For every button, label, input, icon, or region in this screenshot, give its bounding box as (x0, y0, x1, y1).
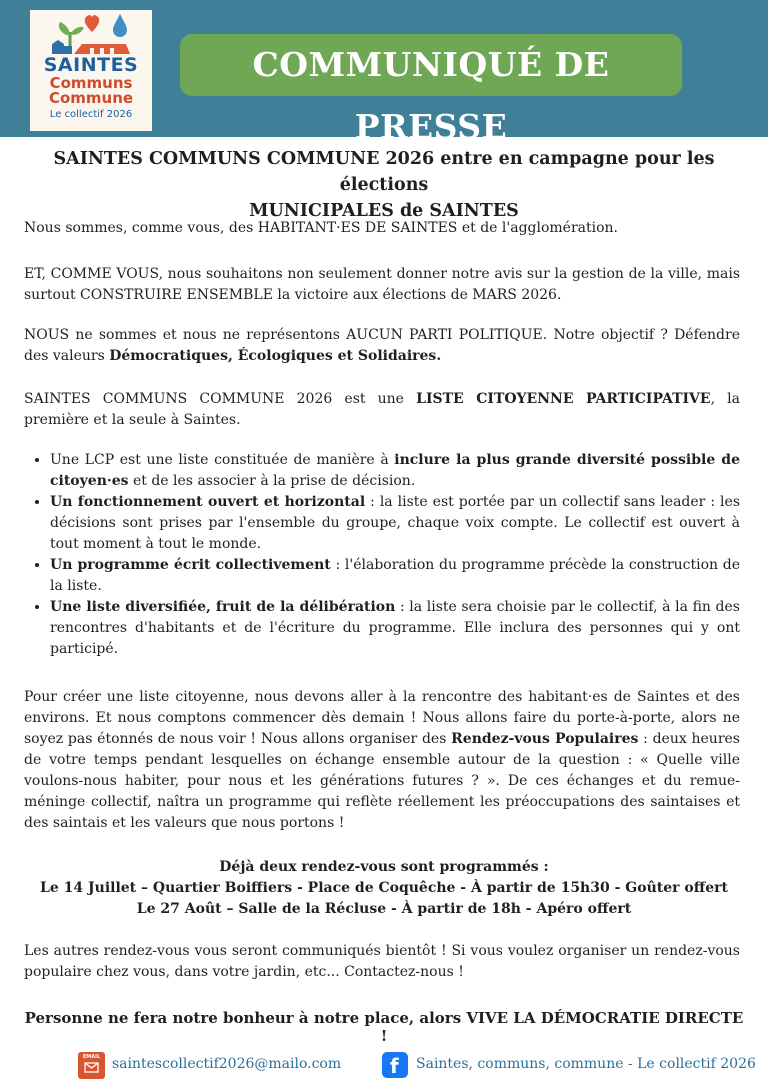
logo-text-communs: Communs (49, 74, 133, 92)
paragraph-6: Les autres rendez-vous vous seront communiqués bientôt ! Si vous voulez organiser un rendez-vous populaire chez vous, dans votre jardin, etc... Contactez-nous ! (24, 943, 740, 980)
paragraph-3-values: Démocratiques, Écologiques et Solidaires. (109, 348, 442, 364)
event-1: Le 14 Juillet – Quartier Boiffiers - Place de Coquêche - À partir de 15h30 - Goûter offert (40, 880, 728, 896)
press-release-banner: COMMUNIQUÉ DE PRESSE (180, 34, 682, 96)
events-block (22, 857, 746, 920)
facebook-icon (382, 1052, 408, 1078)
events-heading: Déjà deux rendez-vous sont programmés : (219, 859, 549, 875)
paragraph-3-text: NOUS ne sommes et nous ne représentons AUCUN PARTI POLITIQUE. Notre objectif ? Défendre des valeurs (24, 327, 740, 364)
email-icon (78, 1052, 105, 1079)
facebook-icon-glyph: f (390, 1054, 399, 1078)
logo (30, 10, 152, 131)
list-item (50, 597, 740, 660)
list-item-bold: Un programme écrit collectivement (50, 557, 331, 573)
logo-text-saintes: SAINTES (43, 54, 139, 76)
paragraph-4-bold: LISTE CITOYENNE PARTICIPATIVE (416, 391, 711, 407)
paragraph-5-post: : deux heures de votre temps pendant lesquelles on échange ensemble autour de la question : « Quelle ville voulons-nous habiter, pour nous et les générations futures ? ». De ces échanges et du remue-méninge collectif, naîtra un programme qui reflète réellement les préoccupations des saintaises et des saintais et les valeurs que nous portons ! (24, 731, 740, 831)
intro-paragraph: Nous sommes, comme vous, des HABITANT·ES DE SAINTES et de l'agglomération. (24, 220, 618, 236)
paragraph-5 (24, 687, 740, 834)
page-title (22, 146, 746, 224)
list-item-bold: inclure la plus grande diversité possible de citoyen·es (50, 452, 740, 489)
event-2: Le 27 Août – Salle de la Récluse - À partir de 18h - Apéro offert (136, 901, 632, 917)
paragraph-2: ET, COMME VOUS, nous souhaitons non seulement donner notre avis sur la gestion de la ville, mais surtout CONSTRUIRE ENSEMBLE la victoire aux élections de MARS 2026. (24, 266, 740, 303)
list-item-post: : la liste est portée par un collectif sans leader : les décisions sont prises par l'ensemble du groupe, chaque voix compte. Le collectif est ouvert à tout moment à tout le monde. (50, 494, 740, 552)
header-bar (0, 0, 768, 146)
email-icon-label: EMAIL (82, 1054, 101, 1060)
facebook-page[interactable]: Saintes, communs, commune - Le collectif 2026 (416, 1056, 756, 1072)
logo-text-collectif: Le collectif 2026 (49, 109, 133, 120)
list-item-bold: Un fonctionnement ouvert et horizontal (50, 494, 366, 510)
paragraph-4 (24, 389, 740, 431)
list-item (50, 555, 740, 597)
list-item-post: et de les associer à la prise de décision. (128, 473, 416, 489)
email-address[interactable]: saintescollectif2026@mailo.com (112, 1056, 342, 1072)
paragraph-4-post: , la première et la seule à Saintes. (24, 391, 740, 428)
list-item-pre: Une LCP est une liste constituée de manière à (50, 452, 395, 468)
paragraph-5-bold: Rendez-vous Populaires (451, 731, 639, 747)
list-item-post: : l'élaboration du programme précède la construction de la liste. (50, 557, 740, 594)
paragraph-4-pre: SAINTES COMMUNS COMMUNE 2026 est une (24, 391, 417, 407)
logo-graphic-icon (30, 10, 152, 60)
list-item-bold: Une liste diversifiée, fruit de la délibération (50, 599, 396, 615)
title-line-2: MUNICIPALES de SAINTES (249, 201, 519, 221)
features-list (24, 450, 740, 660)
list-item (50, 450, 740, 492)
closing-statement: Personne ne fera notre bonheur à notre place, alors VIVE LA DÉMOCRATIE DIRECTE ! (24, 1009, 744, 1045)
paragraph-3 (24, 325, 740, 367)
title-line-1: SAINTES COMMUNS COMMUNE 2026 entre en campagne pour les élections (53, 149, 715, 195)
list-item-post: : la liste sera choisie par le collectif, à la fin des rencontres d'habitants et de l'écriture du programme. Elle inclura des personnes qui y ont participé. (50, 599, 740, 657)
list-item (50, 492, 740, 555)
logo-text-commune: Commune (48, 89, 134, 107)
paragraph-5-pre: Pour créer une liste citoyenne, nous devons aller à la rencontre des habitant·es de Saintes et des environs. Et nous comptons commencer dès demain ! Nous allons faire du porte-à-porte, alors ne soyez pas étonnés de nous voir ! Nous allons organiser des (24, 689, 740, 747)
